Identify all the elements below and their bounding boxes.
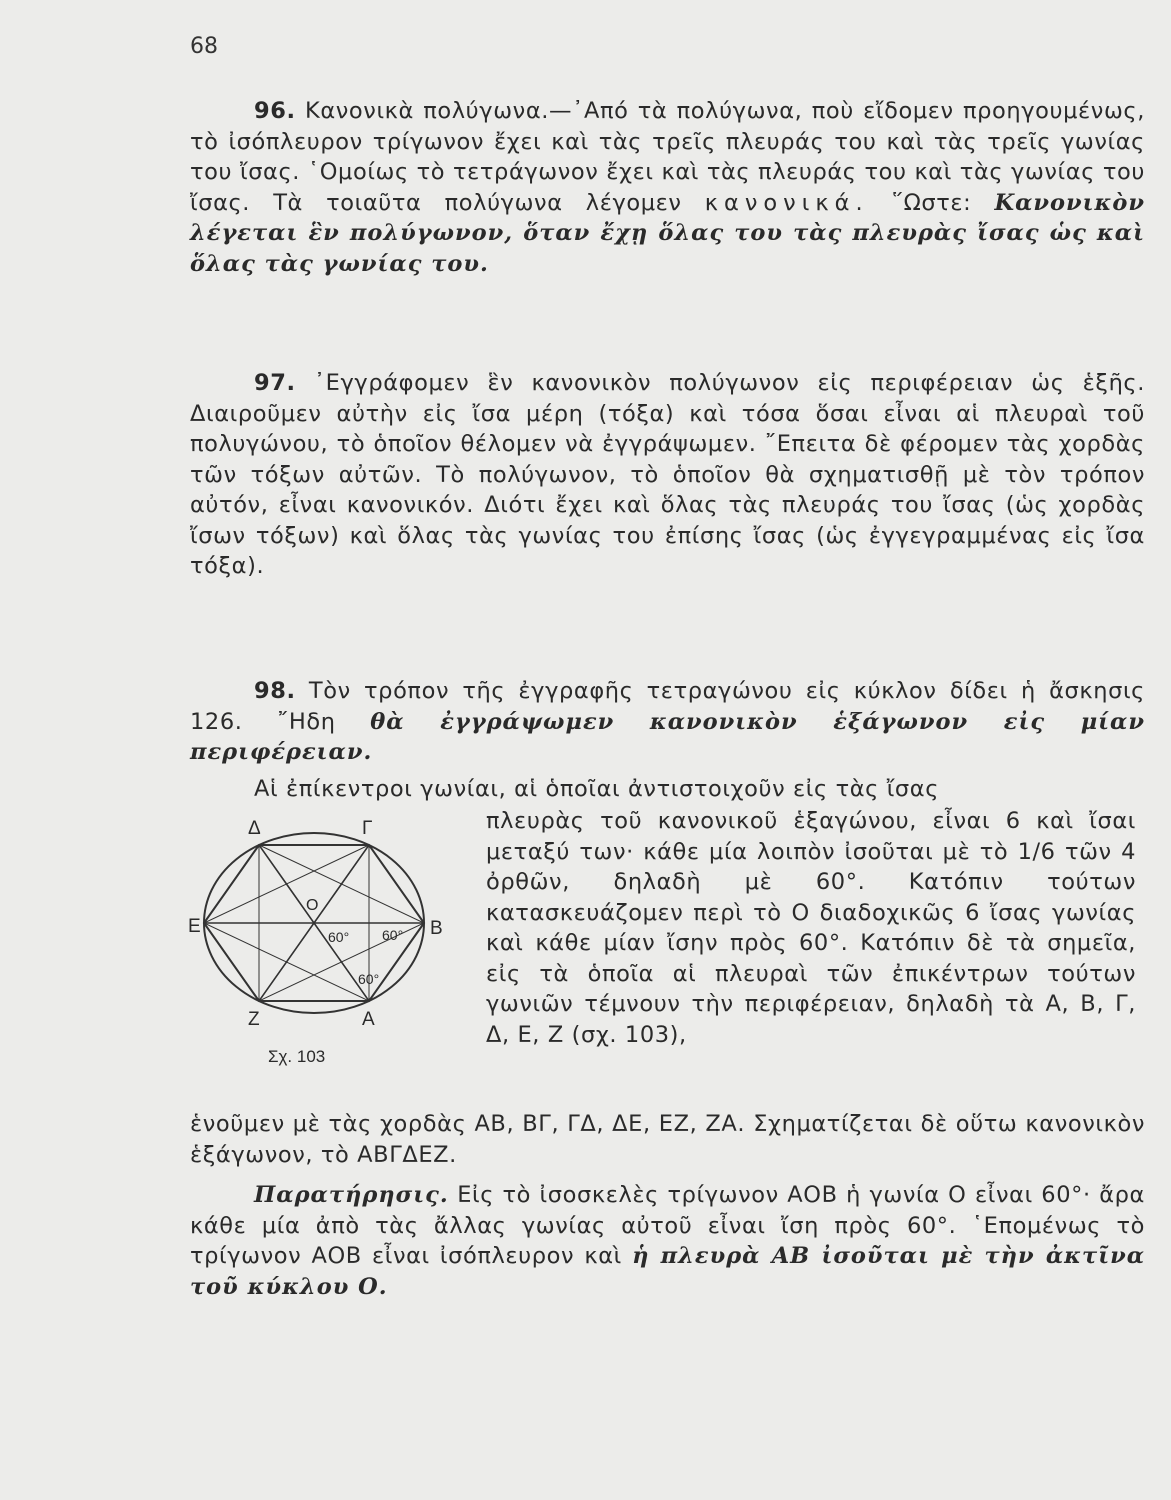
angle-label-3: 60°	[358, 971, 380, 987]
section-text: ᾿Εγγράφομεν ἓν κανονικὸν πολύγωνον εἰς περιφέρειαν ὡς ἑξῆς. Διαιροῦμεν αὐτὴν εἰς ἴσα μέρη (τόξα) καὶ τόσα ὅσαι εἶναι αἱ πλευραὶ τοῦ πολυγώνου, τὸ ὁποῖον θέλομεν νὰ ἐγγράψωμεν. ῎Επειτα δὲ φέρομεν τὰς χορδὰς τῶν τόξων αὐτῶν. Τὸ πολύγωνον, τὸ ὁποῖον θὰ σχηματισθῇ μὲ τὸν τρόπον αὐτόν, εἶναι κανονικόν. Διότι ἔχει καὶ ὅλας τὰς πλευράς του ἴσας (ὡς χορδὰς ἴσων τόξων) καὶ ὅλας τὰς γωνίας του ἐπίσης ἴσας (ὡς ἐγγεγραμμένας εἰς ἴσα τόξα).	[190, 370, 1145, 579]
hexagon-figure	[186, 810, 466, 1080]
section-text: Τὸν τρόπον τῆς ἐγγραφῆς τετραγώνου εἰς κύκλον δίδει ἡ ἄσκησις 126. ῎Ηδη	[190, 678, 1145, 735]
angle-label-2: 60°	[382, 927, 404, 943]
label-O: O	[306, 897, 319, 914]
section-96	[190, 96, 1145, 279]
label-E: Ε	[188, 916, 201, 937]
remark-emphasis: ἡ πλευρὰ ΑΒ ἰσοῦται μὲ τὴν ἀκτῖνα τοῦ κύκλου Ο.	[190, 1243, 1146, 1300]
label-Z: Ζ	[248, 1009, 260, 1030]
definition: Κανονικὸν λέγεται ἓν πολύγωνον, ὅταν ἔχῃ ὅλας του τὰς πλευρὰς ἴσας ὡς καὶ ὅλας τὰς γωνίας του.	[190, 189, 1145, 277]
label-A: Α	[362, 1009, 375, 1030]
section-98	[190, 676, 1145, 768]
section-98-line: Αἱ ἐπίκεντροι γωνίαι, αἱ ὁποῖαι ἀντιστοιχοῦν εἰς τὰς ἴσας	[254, 776, 940, 802]
label-D: Δ	[248, 818, 261, 839]
figure-caption: Σχ. 103	[268, 1047, 326, 1066]
section-number: 97.	[254, 370, 296, 396]
section-98-right-column: πλευρὰς τοῦ κανονικοῦ ἑξαγώνου, εἶναι 6 καὶ ἴσαι μεταξύ των· κάθε μία λοιπὸν ἰσοῦται μὲ τὸ 1/6 τῶν 4 ὀρθῶν, δηλαδὴ μὲ 60°. Κατόπιν τούτων κατασκευάζομεν περὶ τὸ Ο διαδοχικῶς 6 ἴσας γωνίας καὶ κάθε μίαν ἴσην πρὸς 60°. Κατόπιν δὲ τὰ σημεῖα, εἰς τὰ ὁποῖα αἱ πλευραὶ τῶν ἐπικέντρων τούτων γωνιῶν τέμνουν τὴν περιφέρειαν, δηλαδὴ τὰ Α, Β, Γ, Δ, Ε, Ζ (σχ. 103),	[486, 808, 1136, 1048]
section-number: 96.	[254, 98, 296, 124]
section-text: —᾿Από τὰ πολύγωνα, ποὺ εἴδομεν προηγουμένως, τὸ ἰσόπλευρον τρίγωνον ἔχει καὶ τὰς τρεῖς πλευράς του καὶ τὰς τρεῖς γωνίας του ἴσας. ῾Ομοίως τὸ τετράγωνον ἔχει καὶ τὰς πλευράς του καὶ τὰς γωνίας του ἴσας. Τὰ τοιαῦτα πολύγωνα λέγομεν	[190, 98, 1145, 216]
remark-label: Παρατήρησις.	[254, 1182, 449, 1208]
term-highlight: κανονικά.	[704, 189, 869, 216]
section-number: 98.	[254, 678, 296, 704]
remark-text: Εἰς τὸ ἰσοσκελὲς τρίγωνον ΑΟΒ ἡ γωνία Ο εἶναι 60°· ἄρα κάθε μία ἀπὸ τὰς ἄλλας γωνίας αὐτοῦ εἶναι ἴση πρὸς 60°. ῾Επομένως τὸ τρίγωνον ΑΟΒ εἶναι ἰσόπλευρον καὶ	[190, 1182, 1145, 1269]
angle-label-1: 60°	[328, 929, 350, 945]
section-text: ῞Ωστε:	[868, 189, 995, 216]
label-B: Β	[430, 918, 443, 939]
page-number: 68	[190, 34, 218, 59]
section-title: Κανονικὰ πολύγωνα.	[304, 98, 550, 124]
label-G: Γ	[362, 818, 373, 839]
hexagon-diagram	[186, 810, 466, 1080]
section-98-end: ἑνοῦμεν μὲ τὰς χορδὰς ΑΒ, ΒΓ, ΓΔ, ΔΕ, ΕΖ, ΖΑ. Σχηματίζεται δὲ οὕτω κανονικὸν ἑξάγωνον, τὸ ΑΒΓΔΕΖ.	[190, 1111, 1145, 1168]
section-97	[190, 368, 1145, 582]
remark	[190, 1180, 1145, 1302]
emphasis-text: θὰ ἐγγράψωμεν κανονικὸν ἑξάγωνον εἰς μίαν περιφέρειαν.	[190, 708, 1145, 765]
